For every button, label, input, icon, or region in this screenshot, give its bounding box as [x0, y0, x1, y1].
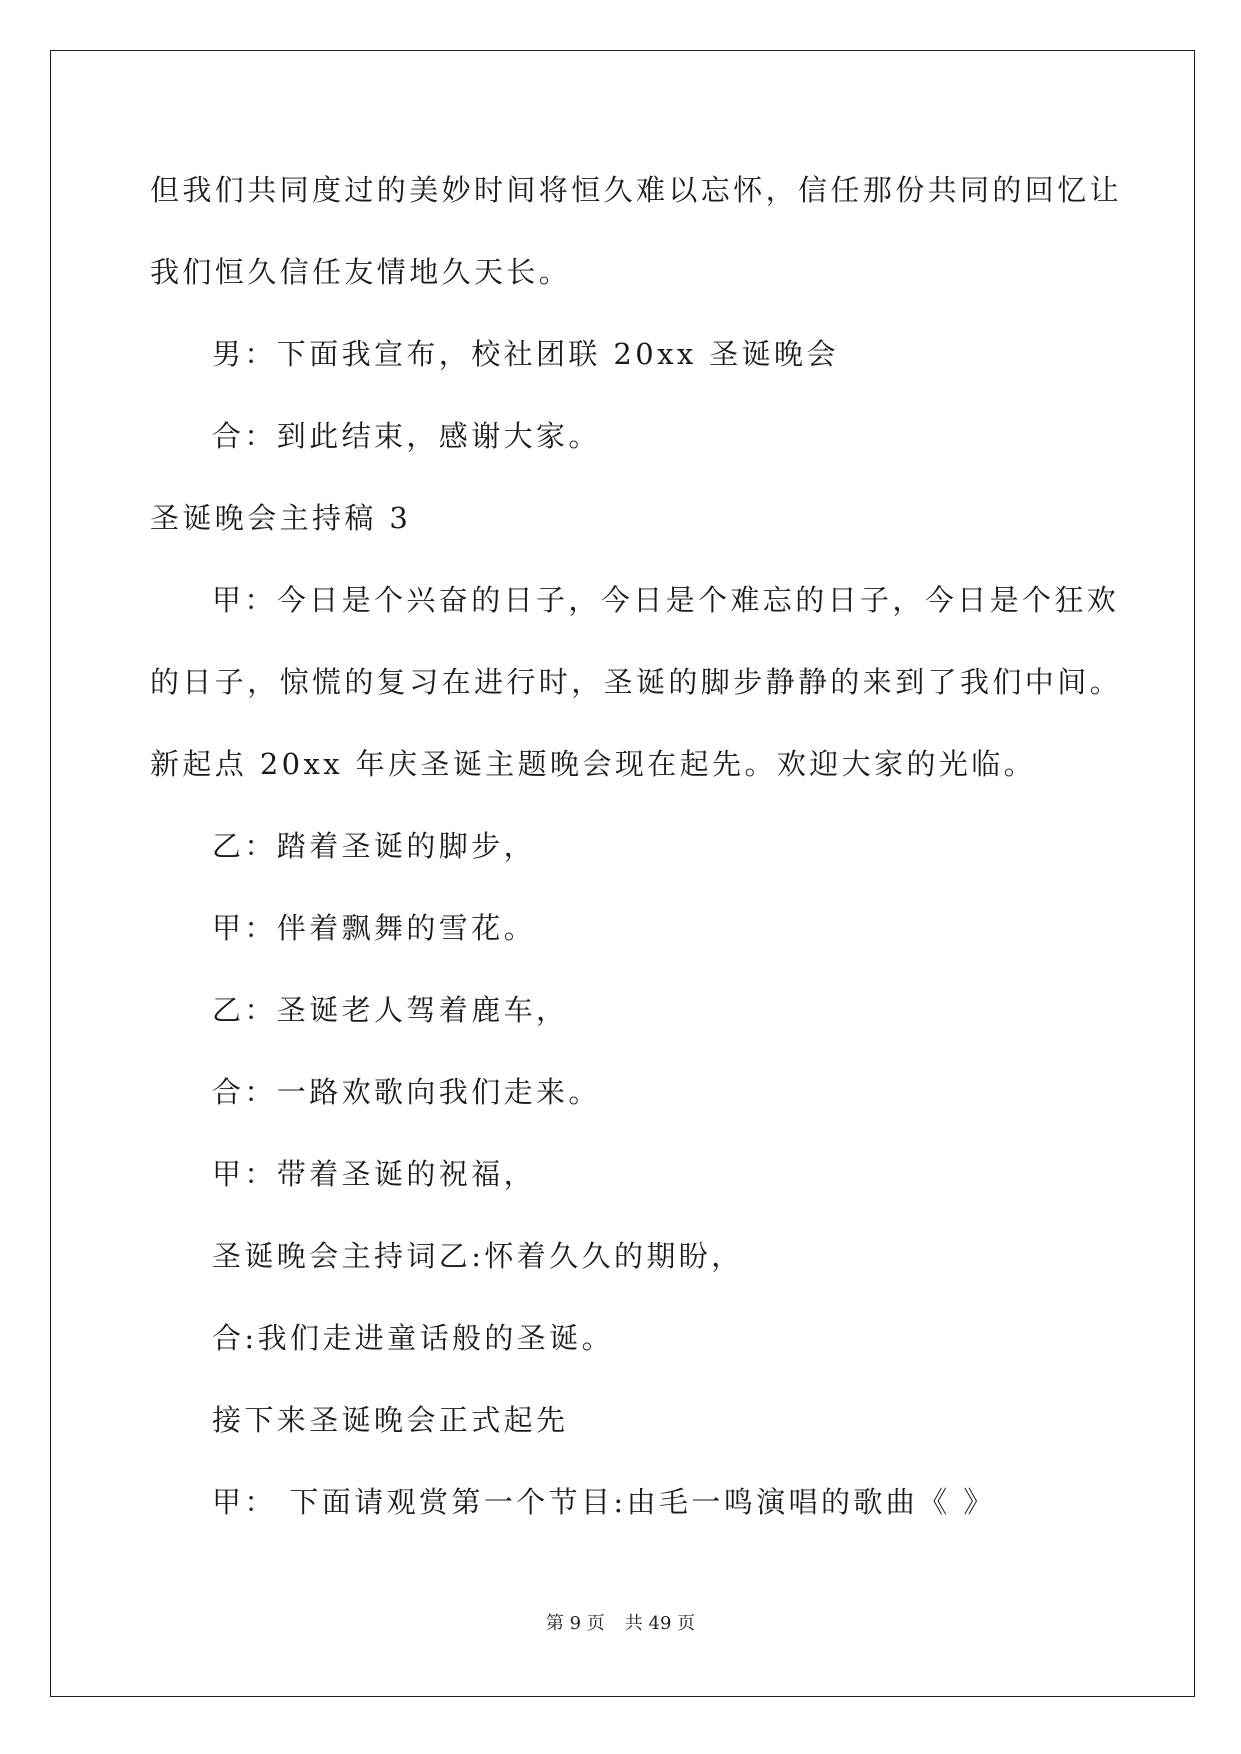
- dialogue-line: 甲：今日是个兴奋的日子，今日是个难忘的日子，今日是个狂欢: [212, 583, 1120, 617]
- dialogue-line: 甲：伴着飘舞的雪花。: [212, 911, 537, 945]
- section-heading: 圣诞晚会主持稿 3: [150, 501, 412, 535]
- dialogue-line: 乙：踏着圣诞的脚步，: [212, 829, 537, 863]
- dialogue-line: 合：一路欢歌向我们走来。: [212, 1075, 601, 1109]
- page-border: [50, 50, 1195, 1697]
- page-number-current: 第 9 页: [545, 1613, 605, 1634]
- dialogue-line: 男：下面我宣布，校社团联 20xx 圣诞晚会: [212, 337, 839, 371]
- paragraph-line: 我们恒久信任友情地久天长。: [150, 255, 572, 289]
- dialogue-line: 接下来圣诞晚会正式起先: [212, 1403, 569, 1437]
- dialogue-line: 甲：带着圣诞的祝福，: [212, 1157, 537, 1191]
- page-footer: [0, 1613, 1241, 1635]
- paragraph-line: 但我们共同度过的美妙时间将恒久难以忘怀，信任那份共同的回忆让: [150, 173, 1123, 207]
- dialogue-line: 合：到此结束，感谢大家。: [212, 419, 601, 453]
- page-number-total: 共 49 页: [624, 1613, 696, 1634]
- paragraph-line: 的日子，惊慌的复习在进行时，圣诞的脚步静静的来到了我们中间。: [150, 665, 1123, 699]
- dialogue-line: 乙：圣诞老人驾着鹿车，: [212, 993, 569, 1027]
- dialogue-line: 合:我们走进童话般的圣诞。: [212, 1321, 614, 1355]
- dialogue-line: 圣诞晚会主持词乙:怀着久久的期盼，: [212, 1239, 744, 1273]
- paragraph-line: 新起点 20xx 年庆圣诞主题晚会现在起先。欢迎大家的光临。: [150, 747, 1037, 781]
- dialogue-line: 甲： 下面请观赏第一个节目:由毛一鸣演唱的歌曲《 》: [212, 1485, 996, 1519]
